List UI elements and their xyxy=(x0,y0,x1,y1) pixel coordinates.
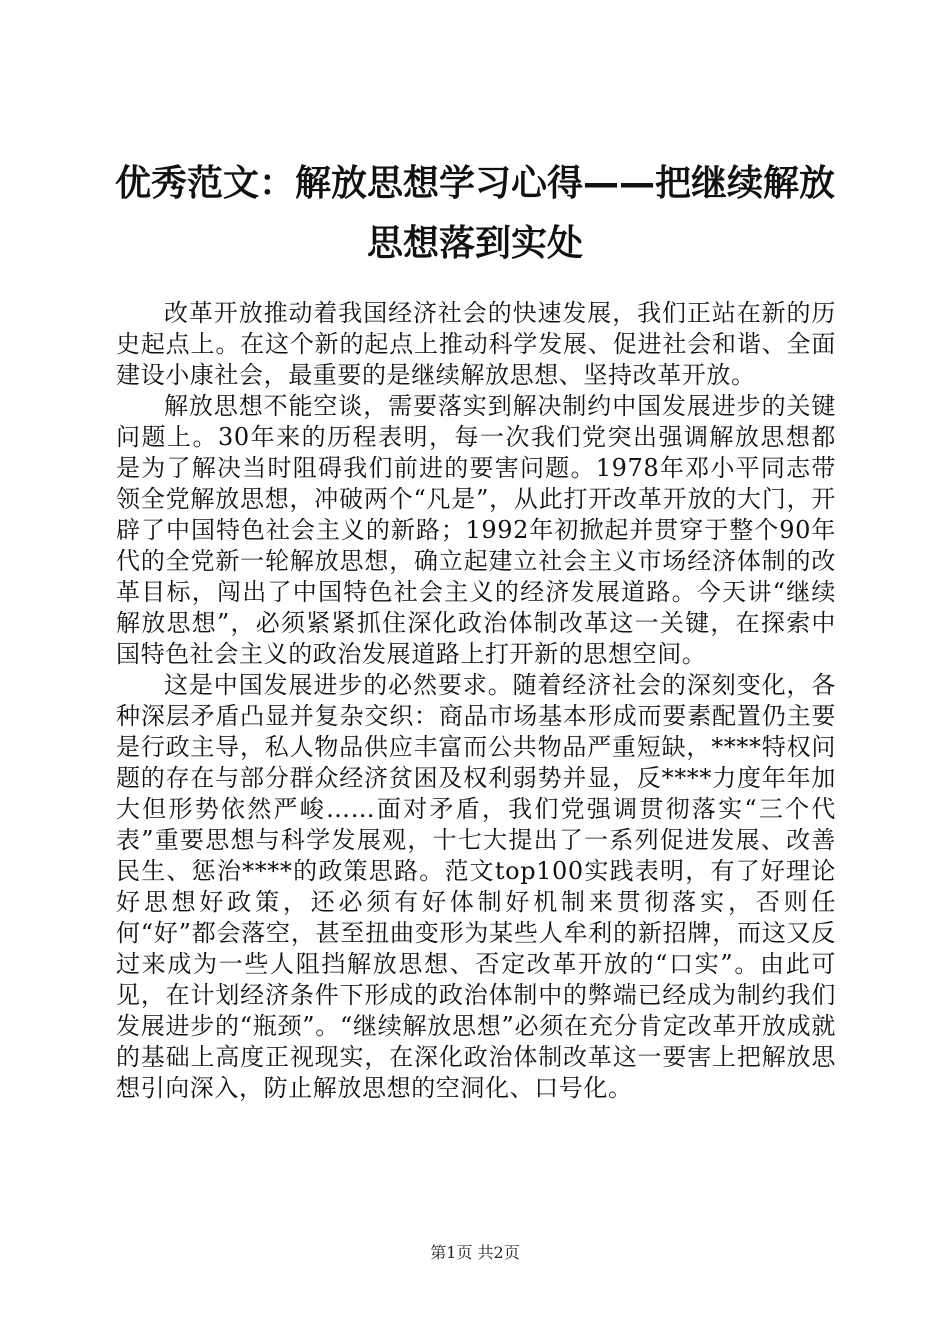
page-title-line-2: 思想落到实处 xyxy=(366,223,583,264)
document-body xyxy=(116,298,836,1104)
paragraph-3: 这是中国发展进步的必然要求。随着经济社会的深刻变化，各种深层矛盾凸显并复杂交织：商品市场基本形成而要素配置仍主要是行政主导，私人物品供应丰富而公共物品严重短缺，****特权问题的存在与部分群众经济贫困及权利弱势并显，反****力度年年加大但形势依然严峻……面对矛盾，我们党强调贯彻落实“三个代表”重要思想与科学发展观，十七大提出了一系列促进发展、改善民生、惩治****的政策思路。范文top100实践表明，有了好理论好思想好政策，还必须有好体制好机制来贯彻落实，否则任何“好”都会落空，甚至扭曲变形为某些人牟利的新招牌，而这又反过来成为一些人阻挡解放思想、否定改革开放的“口实”。由此可见，在计划经济条件下形成的政治体制中的弊端已经成为制约我们发展进步的“瓶颈”。“继续解放思想”必须在充分肯定改革开放成就的基础上高度正视现实，在深化政治体制改革这一要害上把解放思想引向深入，防止解放思想的空洞化、口号化。 xyxy=(116,671,836,1102)
paragraph-1: 改革开放推动着我国经济社会的快速发展，我们正站在新的历史起点上。在这个新的起点上推动科学发展、促进社会和谐、全面建设小康社会，最重要的是继续解放思想、坚持改革开放。 xyxy=(116,299,836,389)
page-title-line-1: 优秀范文：解放思想学习心得——把继续解放 xyxy=(114,163,835,204)
paragraph-2: 解放思想不能空谈，需要落实到解决制约中国发展进步的关键问题上。30年来的历程表明，每一次我们党突出强调解放思想都是为了解决当时阻碍我们前进的要害问题。1978年邓小平同志带领全党解放思想，冲破两个“凡是”，从此打开改革开放的大门，开辟了中国特色社会主义的新路；1992年初掀起并贯穿于整个90年代的全党新一轮解放思想，确立起建立社会主义市场经济体制的改革目标，闯出了中国特色社会主义的经济发展道路。今天讲“继续解放思想”，必须紧紧抓住深化政治体制改革这一关键，在探索中国特色社会主义的政治发展道路上打开新的思想空间。 xyxy=(116,392,836,668)
page-footer: 第1页 共2页 xyxy=(430,1243,520,1262)
